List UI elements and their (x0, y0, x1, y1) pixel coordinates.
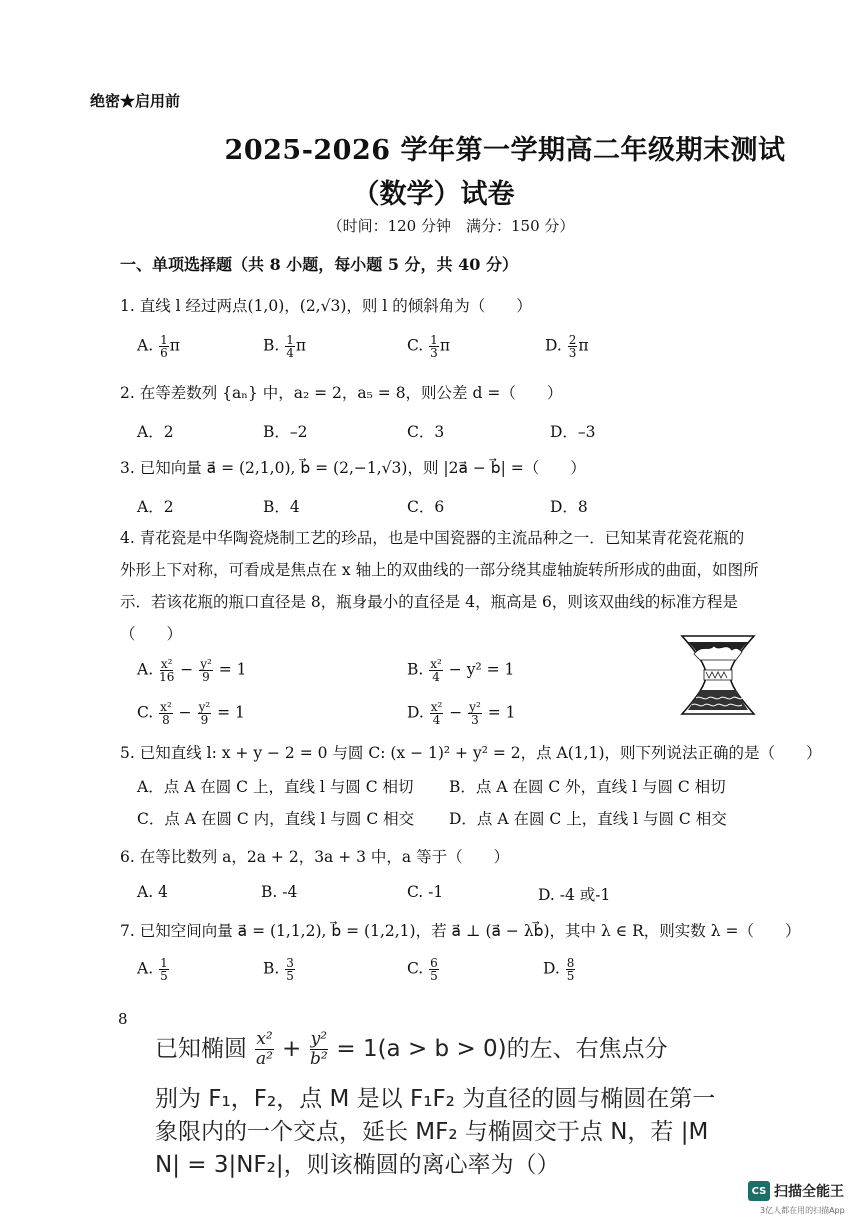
question-1-option-c: C. $\frac{1}{3}$ π (407, 333, 450, 360)
question-3-option-c: C．6 (407, 498, 445, 516)
question-4-line-4: （ ） (120, 625, 183, 643)
confidential-label: 绝密★启用前 (90, 92, 181, 110)
question-5-option-b: B．点 A 在圆 C 外，直线 l 与圆 C 相切 (449, 778, 726, 796)
scanner-watermark (748, 1180, 844, 1202)
question-1-option-d: D. $\frac{2}{3}$ π (545, 333, 589, 360)
question-1-stem: 1. 直线 l 经过两点(1,0)，(2,√3)，则 l 的倾斜角为（ ） (120, 297, 532, 315)
question-1-option-a: A. $\frac{1}{6}$ π (137, 333, 180, 360)
question-8-line-2: 别为 F₁，F₂，点 M 是以 F₁F₂ 为直径的圆与椭圆在第一 (155, 1086, 716, 1112)
question-4-line-2: 外形上下对称，可看成是焦点在 x 轴上的双曲线的一部分绕其虚轴旋转所形成的曲面，如图所 (120, 561, 759, 579)
question-6-option-a: A. 4 (137, 883, 168, 901)
scanner-brand: 扫描全能王 (774, 1184, 844, 1200)
question-4-option-b: B. $\frac{\text{x²}}{4}$ − y² = 1 (407, 657, 515, 684)
question-6-stem: 6. 在等比数列 a，2a + 2，3a + 3 中，a 等于（ ） (120, 848, 510, 866)
question-5-option-a: A．点 A 在圆 C 上，直线 l 与圆 C 相切 (137, 778, 414, 796)
question-4-option-a: A. $\frac{\text{x²}}{16}$ − $\frac{\text{y²}}{9}$ = 1 (137, 657, 247, 684)
question-4-option-c: C. $\frac{\text{x²}}{8}$ − $\frac{\text{y²}}{9}$ = 1 (137, 700, 245, 727)
question-2-option-c: C．3 (407, 423, 445, 441)
question-2-stem: 2. 在等差数列 {aₙ} 中，a₂ = 2，a₅ = 8，则公差 d =（ ） (120, 384, 563, 402)
question-7-option-d: D. $\frac{8}{5}$ (543, 956, 575, 983)
question-4-option-d: D. $\frac{\text{x²}}{4}$ − $\frac{\text{y²}}{3}$ = 1 (407, 700, 516, 727)
question-8-line-3: 象限内的一个交点，延长 MF₂ 与椭圆交于点 N，若 |M (155, 1119, 709, 1145)
question-2-option-a: A．2 (137, 423, 174, 441)
question-3-option-a: A．2 (137, 498, 174, 516)
vase-illustration (680, 632, 756, 718)
question-2-option-b: B．–2 (263, 423, 308, 441)
scanner-tagline: 3亿人都在用的扫描App (760, 1206, 845, 1215)
question-4-line-1: 4. 青花瓷是中华陶瓷烧制工艺的珍品，也是中国瓷器的主流品种之一．已知某青花瓷花瓶的 (120, 529, 745, 547)
time-and-score: （时间：120 分钟 满分：150 分） (327, 217, 575, 235)
question-1-option-b: B. $\frac{1}{4}$ π (263, 333, 307, 360)
question-6-option-c: C. -1 (407, 883, 444, 901)
question-5-option-c: C．点 A 在圆 C 内，直线 l 与圆 C 相交 (137, 810, 415, 828)
question-3-option-d: D．8 (550, 498, 588, 516)
question-2-option-d: D．–3 (550, 423, 596, 441)
question-8-line-1: 已知椭圆 $\frac{\text{x²}}{\text{a²}}$ + $\frac{\text{y²}}{\text{b²}}$ = 1(a > b > 0)的左、右焦点分 (155, 1029, 668, 1069)
scanner-logo-icon: CS (748, 1181, 770, 1201)
question-5-stem: 5. 已知直线 l: x + y − 2 = 0 与圆 C: (x − 1)² + y² = 2，点 A(1,1)，则下列说法正确的是（ ） (120, 744, 822, 762)
section-heading: 一、单项选择题（共 8 小题，每小题 5 分，共 40 分） (120, 255, 518, 274)
exam-subtitle: （数学）试卷 (352, 179, 515, 210)
question-7-option-a: A. $\frac{1}{5}$ (137, 956, 168, 983)
question-8-number: 8 (118, 1010, 128, 1028)
question-8-line-4: N| = 3|NF₂|，则该椭圆的离心率为（） (155, 1152, 560, 1178)
question-6-option-d: D. -4 或-1 (538, 886, 611, 904)
question-3-option-b: B．4 (263, 498, 300, 516)
question-6-option-b: B. -4 (261, 883, 298, 901)
question-7-option-c: C. $\frac{6}{5}$ (407, 956, 438, 983)
exam-title: 2025-2026 学年第一学期高二年级期末测试 (224, 135, 786, 166)
question-7-option-b: B. $\frac{3}{5}$ (263, 956, 294, 983)
question-4-line-3: 示．若该花瓶的瓶口直径是 8，瓶身最小的直径是 4，瓶高是 6，则该双曲线的标准方程是 (120, 593, 738, 611)
question-7-stem: 7. 已知空间向量 a⃗ = (1,1,2), b⃗ = (1,2,1)，若 a⃗ ⊥ (a⃗ − λb⃗)，其中 λ ∈ R，则实数 λ =（ ） (120, 922, 801, 940)
question-3-stem: 3. 已知向量 a⃗ = (2,1,0), b⃗ = (2,−1,√3)，则 |2a⃗ − b⃗| =（ ） (120, 459, 586, 477)
question-5-option-d: D．点 A 在圆 C 上，直线 l 与圆 C 相交 (449, 810, 727, 828)
